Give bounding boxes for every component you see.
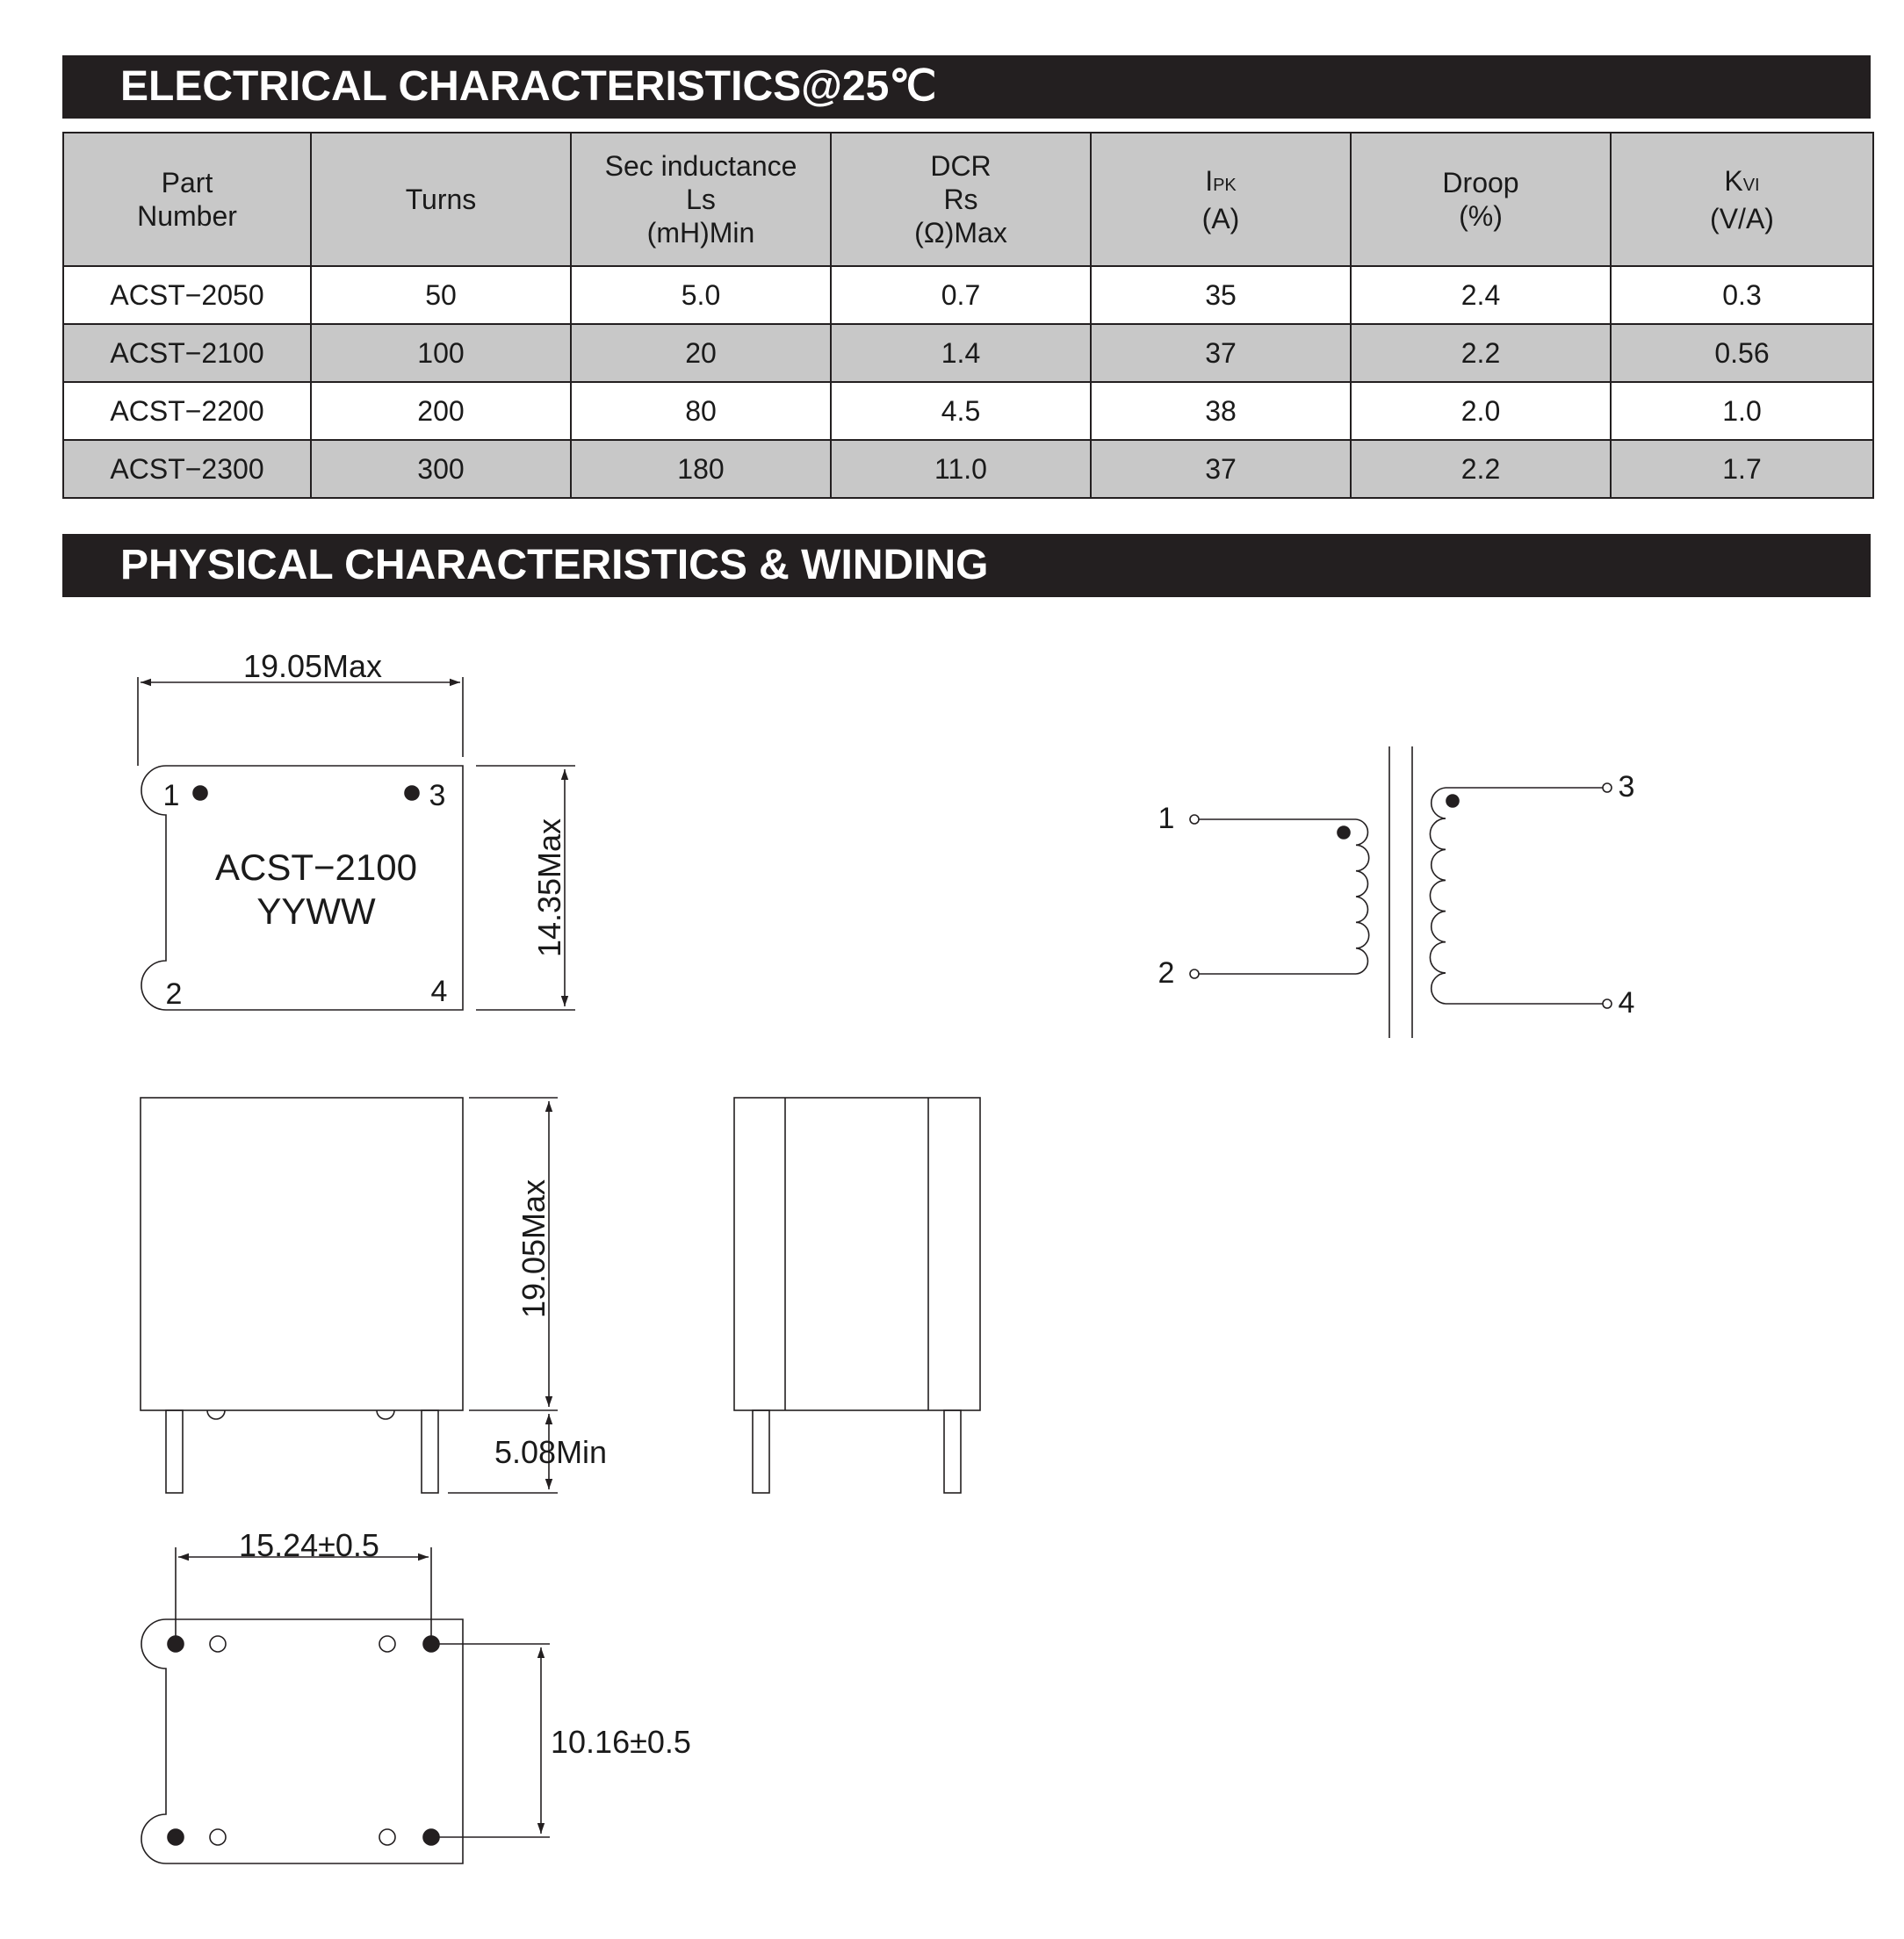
- cell-turns: 200: [311, 382, 571, 440]
- schematic-pin-label: 1: [1158, 802, 1175, 835]
- cell-ls: 80: [571, 382, 831, 440]
- standoff-hole: [210, 1829, 226, 1845]
- polarity-dot: [193, 786, 207, 800]
- pin-pad: [168, 1636, 184, 1652]
- schematic-pin-label: 4: [1618, 986, 1635, 1020]
- marking-date-code: YYWW: [256, 890, 376, 932]
- cell-ls: 20: [571, 324, 831, 382]
- lead-length-label: 5.08Min: [494, 1434, 608, 1470]
- cell-turns: 300: [311, 440, 571, 498]
- pin-label: 3: [429, 779, 446, 812]
- secondary-winding: [1430, 788, 1446, 1004]
- cell-part: ACST−2100: [63, 324, 311, 382]
- cell-part: ACST−2050: [63, 266, 311, 324]
- standoff-hole: [379, 1636, 395, 1652]
- body-outline: [734, 1098, 980, 1410]
- component-outline: [141, 766, 463, 1010]
- cell-turns: 50: [311, 266, 571, 324]
- pin-pad: [168, 1829, 184, 1845]
- standoff-bump: [377, 1410, 394, 1419]
- pin-label: 1: [162, 779, 180, 812]
- header-sec-inductance: Sec inductance Ls (mH)Min: [571, 133, 831, 266]
- schematic-pin-label: 2: [1158, 956, 1175, 990]
- front-height-label: 19.05Max: [516, 1179, 552, 1319]
- top-width-label: 19.05Max: [242, 648, 383, 684]
- cell-rs: 11.0: [831, 440, 1091, 498]
- standoff-hole: [379, 1829, 395, 1845]
- cell-droop: 2.4: [1351, 266, 1611, 324]
- terminal: [1190, 815, 1199, 824]
- cell-kvi: 0.3: [1611, 266, 1873, 324]
- cell-ls: 5.0: [571, 266, 831, 324]
- cell-turns: 100: [311, 324, 571, 382]
- lead: [166, 1410, 183, 1493]
- cell-kvi: 1.0: [1611, 382, 1873, 440]
- standoff-hole: [210, 1636, 226, 1652]
- electrical-characteristics-title: ELECTRICAL CHARACTERISTICS@25℃: [120, 63, 937, 110]
- pitch-y-label: 10.16±0.5: [551, 1724, 691, 1760]
- cell-ipk: 37: [1091, 324, 1351, 382]
- pin-pad: [423, 1636, 439, 1652]
- cell-kvi: 0.56: [1611, 324, 1873, 382]
- top-view: [138, 677, 575, 1010]
- cell-kvi: 1.7: [1611, 440, 1873, 498]
- cell-ipk: 38: [1091, 382, 1351, 440]
- bottom-view: [141, 1547, 550, 1863]
- cell-rs: 1.4: [831, 324, 1091, 382]
- header-part-number: Part Number: [63, 133, 311, 266]
- header-dcr: DCR Rs (Ω)Max: [831, 133, 1091, 266]
- cell-part: ACST−2300: [63, 440, 311, 498]
- polarity-dot: [405, 786, 419, 800]
- pin-label: 4: [430, 975, 448, 1008]
- cell-droop: 2.2: [1351, 324, 1611, 382]
- lead: [753, 1410, 769, 1493]
- pitch-x-label: 15.24±0.5: [239, 1527, 379, 1563]
- top-height-label: 14.35Max: [531, 818, 567, 958]
- physical-characteristics-title: PHYSICAL CHARACTERISTICS & WINDING: [120, 542, 989, 588]
- pin-label: 2: [165, 977, 183, 1011]
- polarity-dot: [1338, 826, 1350, 839]
- lead: [422, 1410, 438, 1493]
- header-ipk: IPK (A): [1091, 133, 1351, 266]
- transformer-schematic: [1190, 746, 1612, 1038]
- polarity-dot: [1446, 795, 1459, 807]
- cell-ipk: 37: [1091, 440, 1351, 498]
- cell-ipk: 35: [1091, 266, 1351, 324]
- cell-rs: 0.7: [831, 266, 1091, 324]
- header-turns: Turns: [311, 133, 571, 266]
- component-outline: [141, 1619, 463, 1863]
- terminal: [1603, 783, 1612, 792]
- header-kvi: KVI (V/A): [1611, 133, 1873, 266]
- marking-part-number: ACST−2100: [215, 847, 417, 888]
- cell-droop: 2.0: [1351, 382, 1611, 440]
- lead: [944, 1410, 961, 1493]
- side-view: [734, 1098, 980, 1493]
- cell-rs: 4.5: [831, 382, 1091, 440]
- cell-droop: 2.2: [1351, 440, 1611, 498]
- pin-pad: [423, 1829, 439, 1845]
- body-outline: [141, 1098, 463, 1410]
- primary-winding: [1356, 819, 1369, 974]
- standoff-bump: [207, 1410, 225, 1419]
- cell-ls: 180: [571, 440, 831, 498]
- terminal: [1603, 999, 1612, 1008]
- header-droop: Droop (%): [1351, 133, 1611, 266]
- schematic-pin-label: 3: [1618, 770, 1635, 804]
- cell-part: ACST−2200: [63, 382, 311, 440]
- terminal: [1190, 970, 1199, 978]
